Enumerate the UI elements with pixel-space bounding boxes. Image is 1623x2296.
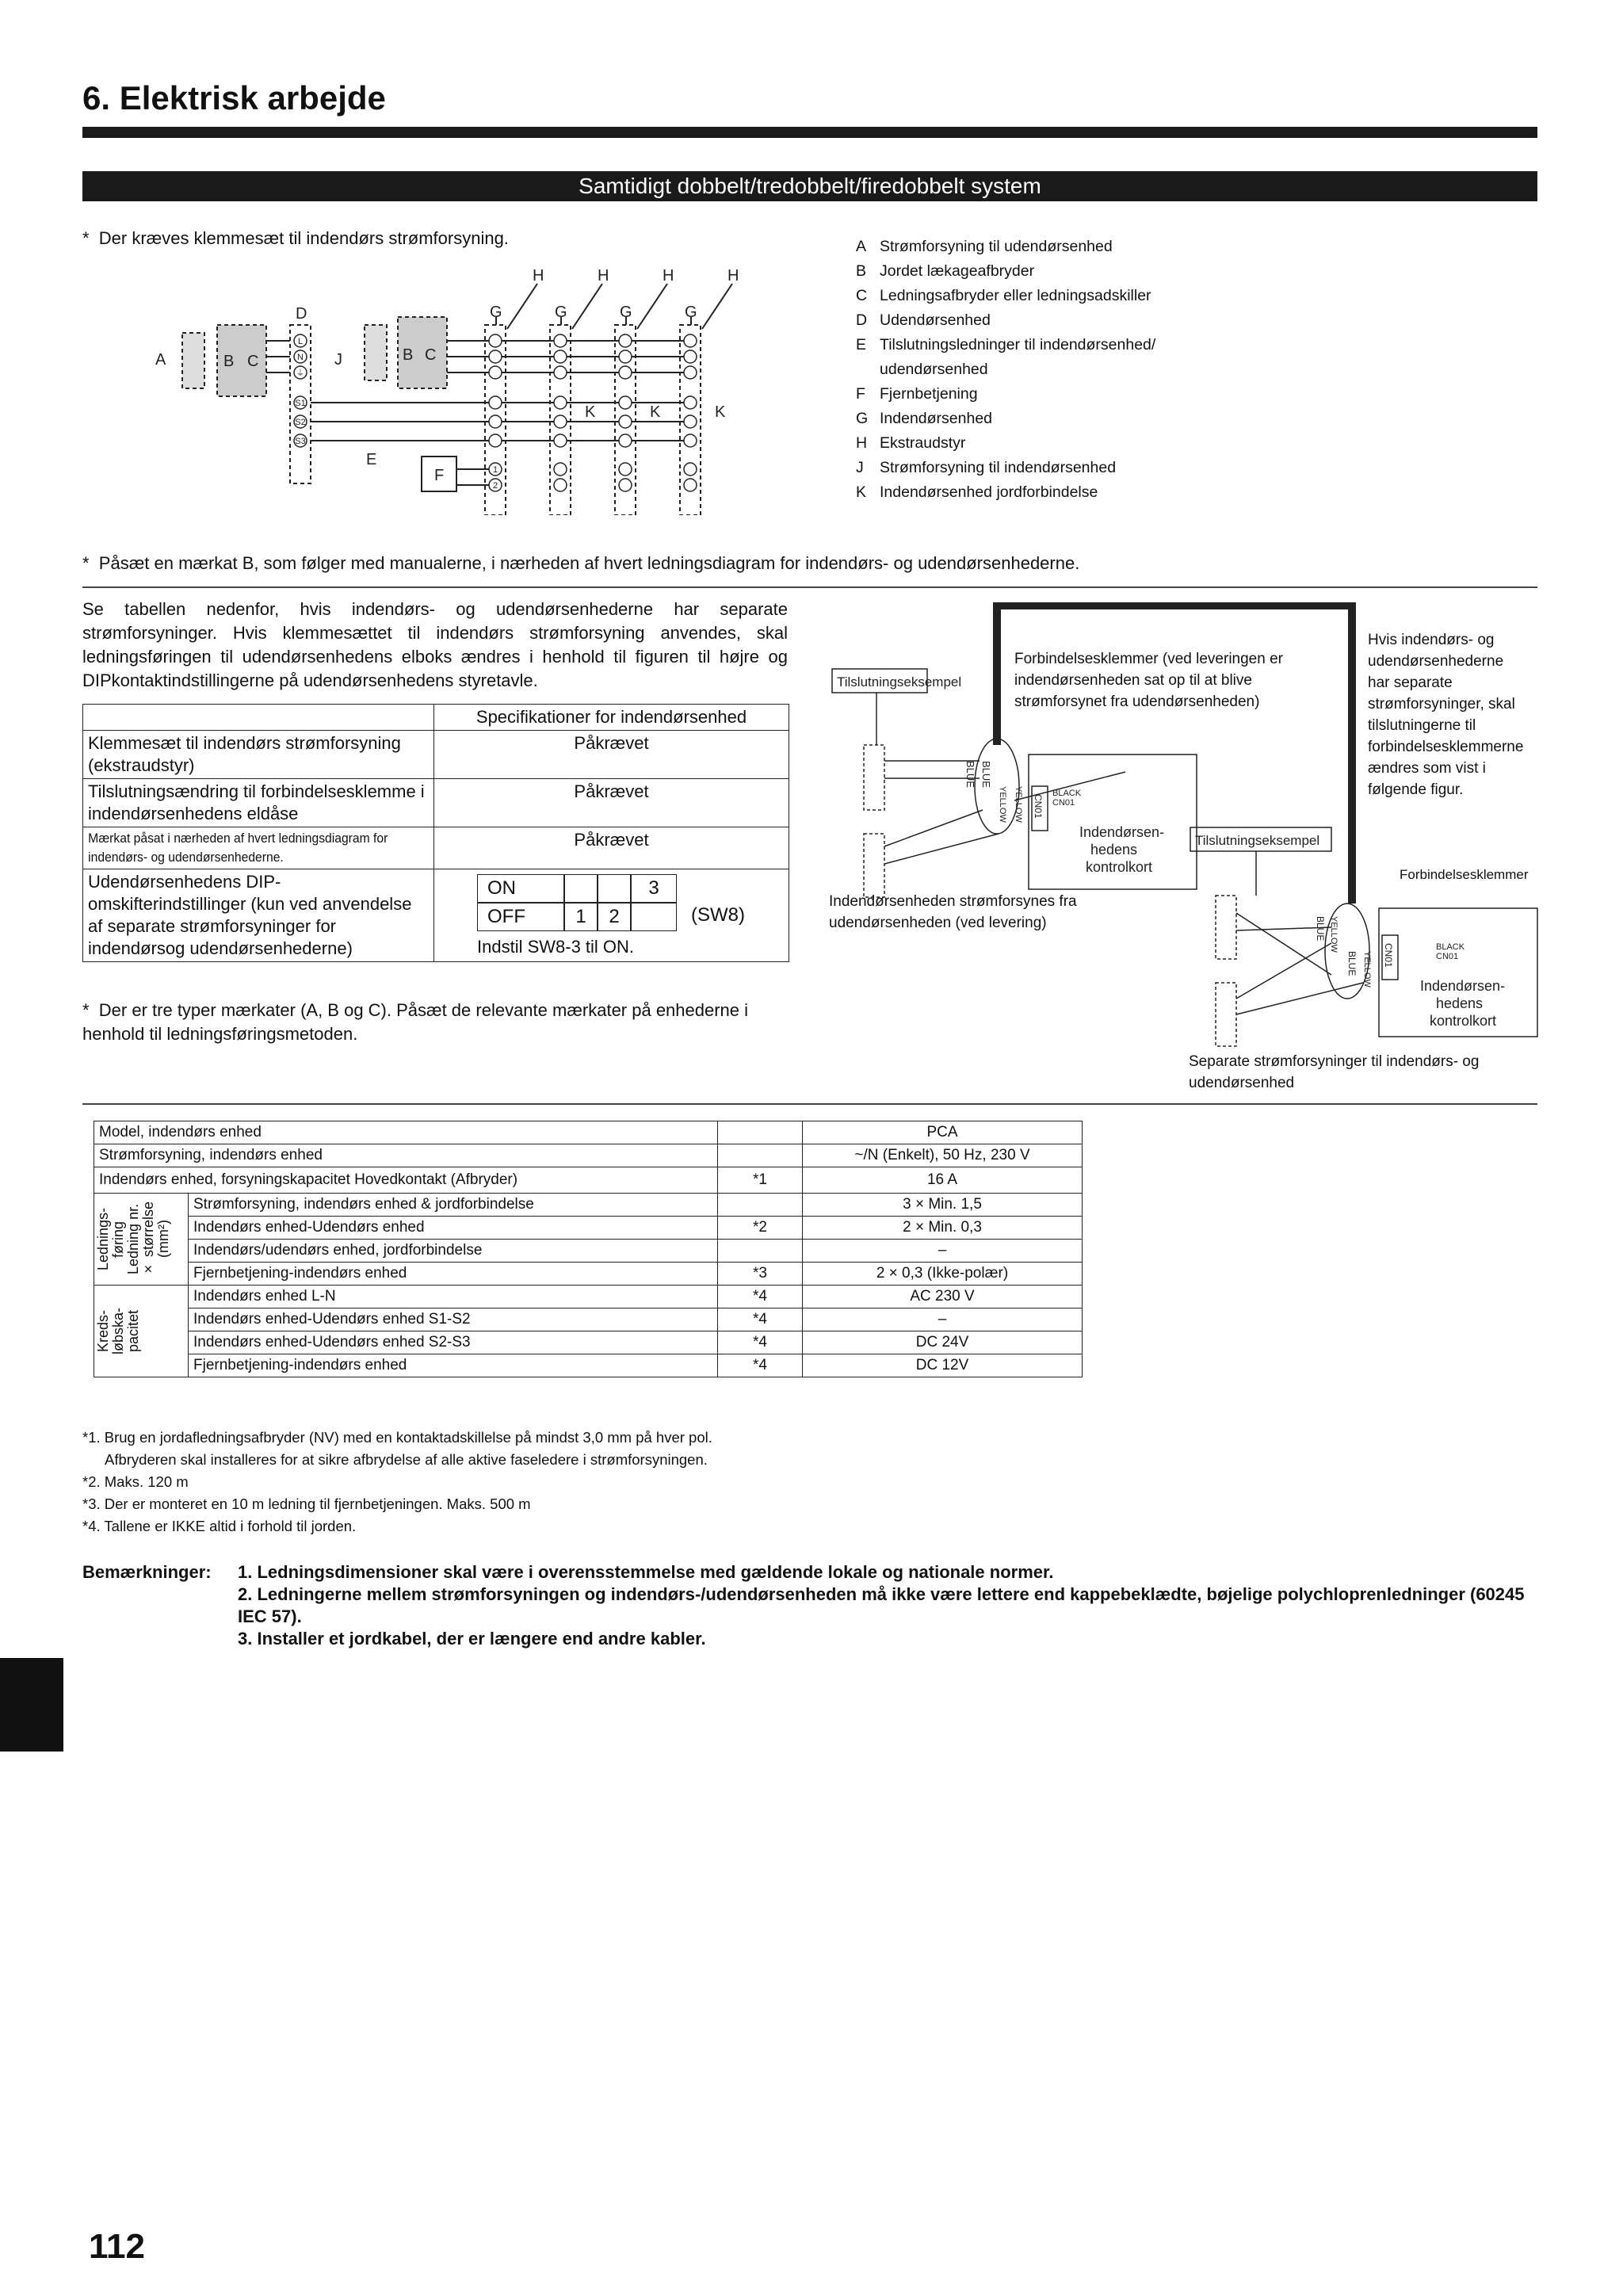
dip-switch-diagram: ON 3 OFF 1 2 bbox=[477, 874, 677, 931]
svg-text:Indendørsen-: Indendørsen- bbox=[1420, 978, 1506, 994]
terminals-note: Forbindelsesklemmer (ved leveringen er indendørsenheden sat op til at blive strømforsynet fra udendørsenheden) bbox=[1014, 651, 1283, 710]
spec-label: Mærkat påsat i nærheden af hvert ledningsdiagram for indendørs- og udendørsenhederne. bbox=[83, 827, 417, 869]
label-h: H bbox=[663, 267, 674, 285]
label-d: D bbox=[296, 305, 307, 323]
label-e: E bbox=[366, 451, 377, 468]
svg-text:CN01: CN01 bbox=[1436, 952, 1459, 961]
label-c: C bbox=[247, 353, 259, 370]
label-k: K bbox=[585, 403, 596, 421]
top-note: * Der kræves klemmesæt til indendørs strømforsyning. bbox=[82, 228, 509, 248]
caption-delivery: Indendørsenheden strømforsynes fra udendørsenheden (ved levering) bbox=[829, 893, 1077, 931]
terminal-l: L bbox=[297, 337, 304, 346]
specification-table: Model, indendørs enhed PCA Strømforsyning, indendørs enhed ~/N (Enkelt), 50 Hz, 230 V Indendørs enhed, forsyningskapacitet Hovedkontakt (Afbryder) *1 16 A Lednings-føring Ledning nr. × størrelse (mm²) Strømforsyning, indendørs enhed & jordforbindelse 3 × Min. 1,5 Indendørs enhed-Udendørs enhed *2 2 × Min. 0,3 Indendørs/udendørs enhed, jordforbindelse – Fjernbetjening-indendørs enhed *3 2 × 0,3 (Ikke-polær) Kreds-løbska-pacitet Indendørs enhed L-N *4 AC 230 V Indendørs enhed-Udendørs enhed S1-S2 *4 – Indendørs enhed-Udendørs enhed S2-S3 *4 DC 24V Fjernbetjening-indendørs enhed *4 DC 12V bbox=[94, 1121, 1083, 1377]
svg-text:BLACK: BLACK bbox=[1052, 789, 1082, 798]
terminal-2: 2 bbox=[492, 481, 498, 491]
svg-text:YELLOW: YELLOW bbox=[1362, 951, 1372, 988]
marker-types-note: * Der er tre typer mærkater (A, B og C). Påsæt de relevante mærkater på enhederne i henhold til ledningsføringsmetoden. bbox=[82, 1000, 749, 1044]
label-c: C bbox=[425, 346, 437, 364]
caption-separate: Separate strømforsyninger til indendørs- og udendørsenhed bbox=[1189, 1053, 1480, 1091]
svg-text:hedens: hedens bbox=[1090, 842, 1138, 858]
divider bbox=[82, 586, 1537, 588]
spec-table bbox=[82, 704, 789, 962]
spec-value: Påkrævet bbox=[434, 827, 789, 869]
svg-text:CN01: CN01 bbox=[1383, 943, 1394, 968]
wiring-group-label: Lednings-føring Ledning nr. × størrelse (mm²) bbox=[95, 1201, 171, 1278]
separate-supply-note: Hvis indendørs- og udendørsenhederne har separate strømforsyninger, skal tilslutningerne til forbindelsesklemmerne ændres som vist i følgende figur. bbox=[1368, 632, 1524, 798]
dip-switch-cell bbox=[434, 869, 789, 962]
example-label-2: Tilslutningseksempel bbox=[1195, 833, 1320, 848]
spec-header: Specifikationer for indendørsenhed bbox=[434, 705, 789, 731]
label-g: G bbox=[555, 304, 567, 321]
example-label-1: Tilslutningseksempel bbox=[837, 674, 962, 690]
label-h: H bbox=[598, 267, 609, 285]
page-number: 112 bbox=[89, 2227, 145, 2266]
label-b: B bbox=[223, 353, 235, 370]
spec-value: Påkrævet bbox=[434, 779, 789, 827]
svg-text:YELLOW: YELLOW bbox=[998, 786, 1007, 823]
label-f: F bbox=[434, 467, 445, 484]
spec-label: Udendørsenhedens DIP-omskifterindstillinger (kun ved anvendelse af separate strømforsyninger for indendørsog udendørsenhederne) bbox=[83, 869, 434, 962]
svg-text:YELLOW: YELLOW bbox=[1329, 916, 1338, 953]
terminal-s3: S3 bbox=[295, 437, 306, 446]
svg-text:BLUE: BLUE bbox=[1346, 951, 1358, 976]
wiring-diagram bbox=[151, 262, 785, 515]
section-heading: Samtidigt dobbelt/tredobbelt/firedobbelt system bbox=[82, 171, 1537, 201]
remarks: Bemærkninger: 1. Ledningsdimensioner skal være i overensstemmelse med gældende lokale og nationale normer. 2. Ledningerne mellem strømforsyningen og indendørs-/udendørsenheden må ikke være lettere end kappebeklædte, bøjelige polychloprenledninger (60245 IEC 57). 3. Installer et jordkabel, der er længere end andre kabler. bbox=[82, 1562, 1525, 1648]
label-g: G bbox=[490, 304, 502, 321]
spec-label: Klemmesæt til indendørs strømforsyning (ekstraudstyr) bbox=[83, 731, 434, 779]
circuit-group-label: Kreds-løbska-pacitet bbox=[95, 1308, 141, 1355]
label-g: G bbox=[620, 304, 632, 321]
label-k: K bbox=[715, 403, 726, 421]
svg-text:kontrolkort: kontrolkort bbox=[1086, 859, 1153, 875]
svg-text:BLUE: BLUE bbox=[1315, 916, 1326, 942]
board-label-1: Indendørsen- bbox=[1079, 824, 1165, 840]
dip-setting: Indstil SW8-3 til ON. bbox=[477, 937, 635, 957]
chapter-tab bbox=[0, 1658, 63, 1752]
footnotes: *1. Brug en jordafledningsafbryder (NV) med en kontaktadskillelse på mindst 3,0 mm på hver pol. Afbryderen skal installeres for at sikre afbrydelse af alle aktive faseledere i strømforsyningen. *2. Maks. 120 m *3. Der er monteret en 10 m ledning til fjernbetjeningen. Maks. 500 m *4. Tallene er IKKE altid i forhold til jorden. bbox=[82, 1429, 712, 1534]
svg-text:BLUE: BLUE bbox=[980, 761, 992, 788]
svg-text:kontrolkort: kontrolkort bbox=[1430, 1013, 1497, 1029]
svg-text:BLACK: BLACK bbox=[1436, 942, 1465, 952]
label-h: H bbox=[727, 267, 739, 285]
label-j: J bbox=[334, 351, 342, 369]
spec-label: Tilslutningsændring til forbindelsesklemme i indendørsenhedens eldåse bbox=[83, 779, 434, 827]
label-h: H bbox=[533, 267, 544, 285]
label-b: B bbox=[403, 346, 414, 364]
legend: A Strømforsyning til udendørsenhed B Jordet lækageafbryder C Ledningsafbryder eller ledningsadskiller D Udendørsenhed E Tilslutningsledninger til indendørsenhed/ udendørsenhed F Fjernbetjening G Indendørsenhed H Ekstraudstyr J Strømforsyning til indendørsenhed K Indendørsenhed jordforbindelse bbox=[856, 238, 1156, 501]
svg-text:CN01: CN01 bbox=[1033, 794, 1044, 819]
label-k: K bbox=[650, 403, 661, 421]
marker-note: * Påsæt en mærkat B, som følger med manualerne, i nærheden af hvert ledningsdiagram for indendørs- og udendørsenhederne. bbox=[82, 553, 1080, 573]
terminal-s1: S1 bbox=[295, 399, 306, 408]
svg-text:YELLOW: YELLOW bbox=[1014, 786, 1023, 823]
terminal-n: N bbox=[297, 353, 304, 362]
dip-switch-name: (SW8) bbox=[691, 904, 745, 926]
title-rule bbox=[82, 127, 1537, 138]
label-g: G bbox=[685, 304, 697, 321]
svg-text:CN01: CN01 bbox=[1052, 798, 1075, 808]
terminal-ground: ⏚ bbox=[296, 369, 305, 378]
separate-supply-paragraph: Se tabellen nedenfor, hvis indendørs- og udendørsenhederne har separate strømforsyninger. Hvis klemmesættet til indendørs strømforsyning anvendes, skal ledningsføringen til udendørsenhedens elboks ændres i henhold til figuren til højre og DIPkontaktindstillingerne på udendørsenhedens styretavle. bbox=[82, 599, 788, 690]
label-a: A bbox=[155, 351, 166, 369]
svg-text:hedens: hedens bbox=[1436, 995, 1484, 1011]
spec-value: Påkrævet bbox=[434, 731, 789, 779]
divider bbox=[82, 1103, 1537, 1105]
page-title: 6. Elektrisk arbejde bbox=[82, 79, 386, 117]
terminals-label: Forbindelsesklemmer bbox=[1400, 867, 1529, 882]
svg-text:BLUE: BLUE bbox=[964, 761, 976, 788]
terminal-s2: S2 bbox=[295, 418, 306, 427]
terminal-1: 1 bbox=[492, 465, 498, 475]
